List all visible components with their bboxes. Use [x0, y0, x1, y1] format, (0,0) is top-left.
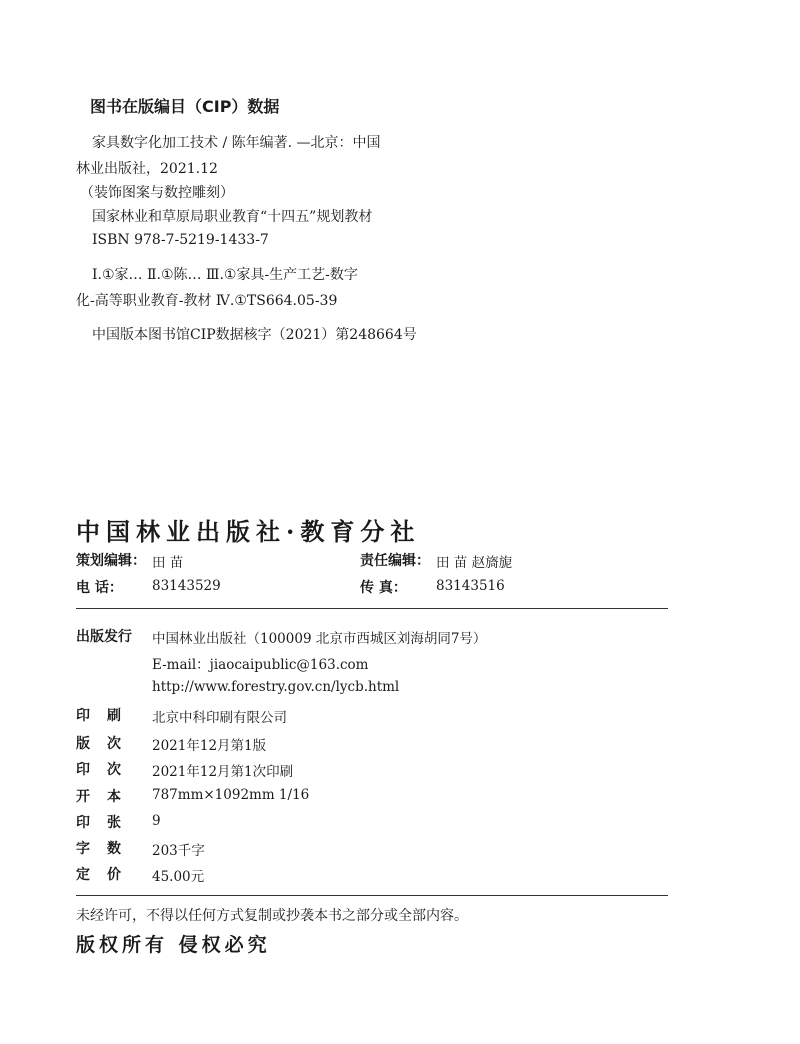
detail-label-publisher: 出版发行	[76, 629, 132, 645]
detail-label-edition: 版次	[76, 736, 138, 752]
planning-editor-value: 田 苗	[152, 555, 184, 571]
detail-label-sheets: 印张	[76, 815, 138, 831]
fax-label: 传 真：	[360, 580, 407, 596]
detail-label-printing: 印次	[76, 762, 138, 778]
detail-label-price: 定价	[76, 867, 138, 883]
fax-value: 83143516	[436, 578, 505, 594]
divider-top	[76, 608, 668, 609]
detail-label-printer: 印刷	[76, 708, 138, 724]
detail-label-format: 开本	[76, 789, 138, 805]
cip-line: 化-高等职业教育-教材 Ⅳ.①TS664.05-39	[76, 293, 338, 309]
detail-value-sheets: 9	[152, 813, 161, 829]
cip-line: ISBN 978-7-5219-1433-7	[92, 232, 269, 248]
cip-line: 家具数字化加工技术 / 陈年编著. —北京：中国	[92, 135, 381, 151]
phone-value: 83143529	[152, 578, 221, 594]
cip-line: Ⅰ.①家… Ⅱ.①陈… Ⅲ.①家具-生产工艺-数字	[92, 267, 358, 283]
detail-value-publisher: 中国林业出版社（100009 北京市西城区刘海胡同7号）	[152, 631, 487, 647]
detail-value-wordcount: 203千字	[152, 843, 205, 859]
divider-bottom	[76, 895, 668, 896]
reproduction-notice: 未经许可，不得以任何方式复制或抄袭本书之部分或全部内容。	[76, 908, 468, 924]
detail-value-printing: 2021年12月第1次印刷	[152, 764, 294, 780]
detail-value-edition: 2021年12月第1版	[152, 738, 267, 754]
cip-line: 林业出版社，2021.12	[76, 161, 218, 177]
detail-label-wordcount: 字数	[76, 841, 138, 857]
cip-line: 国家林业和草原局职业教育“十四五”规划教材	[92, 209, 373, 225]
phone-label: 电 话：	[76, 580, 123, 596]
cip-line: 中国版本图书馆CIP数据核字（2021）第248664号	[92, 327, 417, 343]
detail-value-email: E-mail：jiaocaipublic@163.com	[152, 657, 369, 673]
detail-value-website: http://www.forestry.gov.cn/lycb.html	[152, 679, 400, 695]
cip-title: 图书在版编目（CIP）数据	[90, 97, 280, 116]
detail-value-format: 787mm×1092mm 1/16	[152, 787, 310, 803]
responsible-editor-label: 责任编辑：	[360, 553, 430, 569]
responsible-editor-value: 田 苗 赵旖旎	[436, 555, 513, 571]
cip-line: （装饰图案与数控雕刻）	[80, 185, 234, 201]
publisher-heading: 中国林业出版社·教育分社	[76, 517, 421, 546]
copyright-notice: 版权所有 侵权必究	[76, 934, 271, 956]
detail-value-printer: 北京中科印刷有限公司	[152, 710, 287, 726]
detail-value-price: 45.00元	[152, 869, 205, 885]
planning-editor-label: 策划编辑：	[76, 553, 146, 569]
